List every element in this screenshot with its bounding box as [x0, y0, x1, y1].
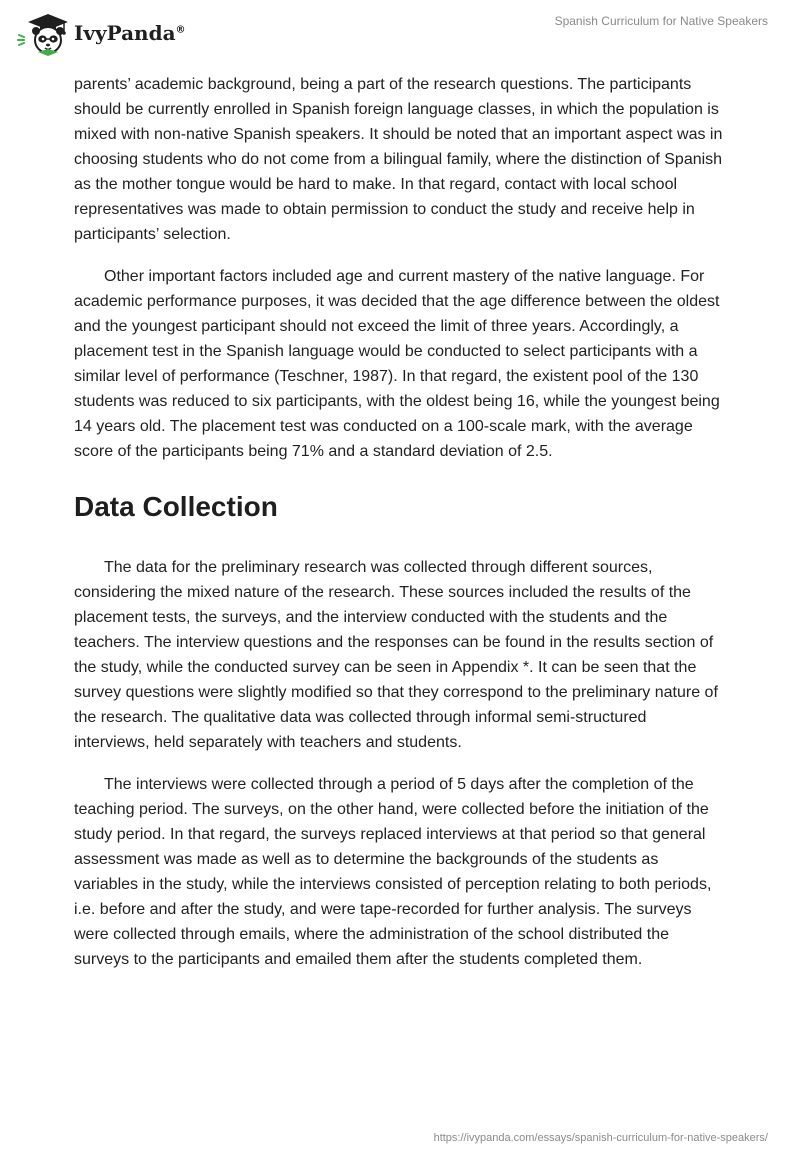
- essay-content: [74, 72, 726, 972]
- page-header: [0, 0, 800, 70]
- panda-graduate-icon: [14, 10, 70, 56]
- source-url-link[interactable]: https://ivypanda.com/essays/spanish-curriculum-for-native-speakers/: [433, 1132, 768, 1144]
- section-heading: Data Collection: [74, 491, 278, 522]
- logo[interactable]: [14, 10, 186, 56]
- brand-name: IvyPanda®: [74, 21, 186, 45]
- body-paragraph: The data for the preliminary research was collected through different sources, considering the mixed nature of the research. These sources included the results of the placement tests, the surveys, and the interview conducted with the students and the teachers. The interview questions and the responses can be found in the results section of the study, while the conducted survey can be seen in Appendix *. It can be seen that the survey questions were slightly modified so that they correspond to the preliminary nature of the research. The qualitative data was collected through informal semi-structured interviews, held separately with teachers and students.: [74, 559, 718, 751]
- body-paragraph: Other important factors included age and current mastery of the native language. For academic performance purposes, it was decided that the age difference between the oldest and the youngest participant should not exceed the limit of three years. Accordingly, a placement test in the Spanish language would be conducted to select participants with a similar level of performance (Teschner, 1987). In that regard, the existent pool of the 130 students was reduced to six participants, with the oldest being 16, while the youngest being 14 years old. The placement test was conducted on a 100-scale mark, with the average score of the participants being 71% and a standard deviation of 2.5.: [74, 268, 720, 460]
- body-paragraph: The interviews were collected through a period of 5 days after the completion of the teaching period. The surveys, on the other hand, were collected before the initiation of the study period. In that regard, the surveys replaced interviews at that period so that general assessment was made as well as to determine the backgrounds of the students as variables in the study, while the interviews consisted of perception relating to both periods, i.e. before and after the study, and were tape-recorded for further analysis. The surveys were collected through emails, where the administration of the school distributed the surveys to the participants and emailed them after the students completed them.: [74, 776, 712, 968]
- running-title: Spanish Curriculum for Native Speakers: [554, 14, 768, 28]
- body-paragraph: parents’ academic background, being a part of the research questions. The participants should be currently enrolled in Spanish foreign language classes, in which the population is mixed with non-native Spanish speakers. It should be noted that an important aspect was in choosing students who do not come from a bilingual family, where the distinction of Spanish as the mother tongue would be hard to make. In that regard, contact with local school representatives was made to obtain permission to conduct the study and receive help in participants’ selection.: [74, 76, 723, 243]
